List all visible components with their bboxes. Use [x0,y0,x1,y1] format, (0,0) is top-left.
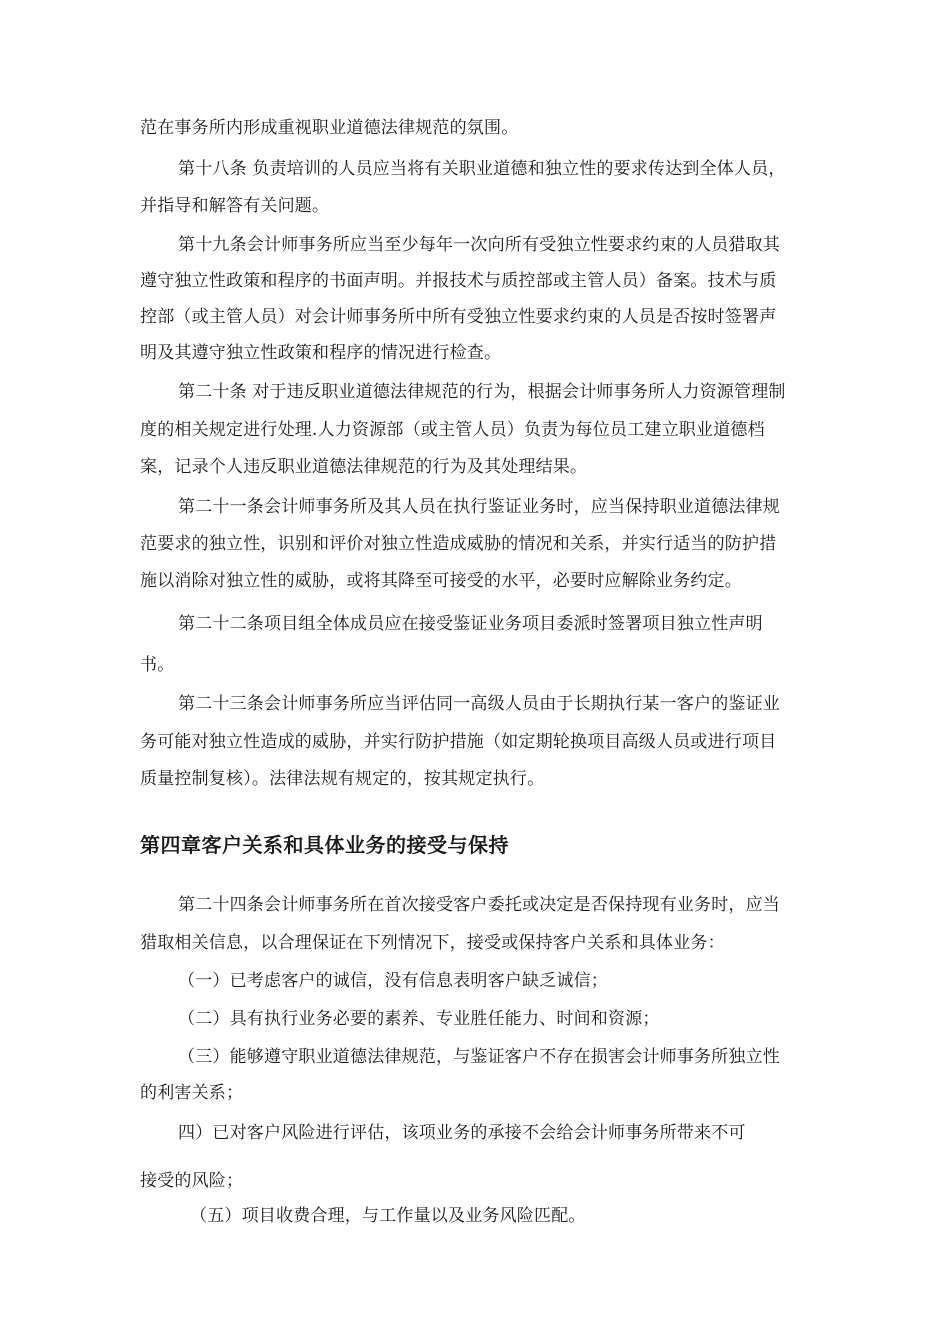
text-line: 第二十条 对于违反职业道德法律规范的行为，根据会计师事务所人力资源管理制 [178,382,786,402]
text-line: 范在事务所内形成重视职业道德法律规范的氛围。 [140,118,519,138]
text-line: 猎取相关信息，以合理保证在下列情况下，接受或保持客户关系和具体业务： [140,933,725,953]
list-item: 四）已对客户风险进行评估，该项业务的承接不会给会计师事务所带来不可 [178,1123,746,1143]
list-item: （五）项目收费合理，与工作量以及业务风险匹配。 [190,1206,586,1226]
text-line: 的利害关系； [140,1083,244,1103]
text-line: 施以消除对独立性的威胁，或将其降至可接受的水平，必要时应解除业务约定。 [140,571,742,591]
text-line: 书。 [140,655,175,675]
text-line: 务可能对独立性造成的威胁，并实行防护措施（如定期轮换项目高级人员或进行项目 [140,732,777,752]
text-line: 遵守独立性政策和程序的书面声明。并报技术与质控部或主管人员）备案。技术与质 [140,271,777,291]
text-line: 并指导和解答有关问题。 [140,196,330,216]
text-line: 第二十三条会计师事务所应当评估同一高级人员由于长期执行某一客户的鉴证业 [178,694,780,714]
text-line: 度的相关规定进行处理.人力资源部（或主管人员）负责为每位员工建立职业道德档 [140,420,765,440]
text-line: 接受的风险； [140,1171,244,1191]
text-line: 质量控制复核）。法律法规有规定的，按其规定执行。 [140,769,545,789]
text-line: 第二十二条项目组全体成员应在接受鉴证业务项目委派时签署项目独立性声明 [178,614,763,634]
list-item: （二）具有执行业务必要的素养、专业胜任能力、时间和资源； [178,1009,660,1029]
text-line: 控部（或主管人员）对会计师事务所中所有受独立性要求约束的人员是否按时签署声 [140,307,777,327]
text-line: 第十九条会计师事务所应当至少每年一次向所有受独立性要求约束的人员猎取其 [178,235,780,255]
text-line: 明及其遵守独立性政策和程序的情况进行检查。 [140,343,502,363]
text-line: 第十八条 负责培训的人员应当将有关职业道德和独立性的要求传达到全体人员， [178,159,786,179]
list-item: （三）能够遵守职业道德法律规范，与鉴证客户不存在损害会计师事务所独立性 [178,1047,780,1067]
list-item: （一）已考虑客户的诚信，没有信息表明客户缺乏诚信； [178,971,608,991]
chapter-heading: 第四章客户关系和具体业务的接受与保持 [140,833,509,857]
text-line: 第二十一条会计师事务所及其人员在执行鉴证业务时，应当保持职业道德法律规 [178,497,780,517]
text-line: 第二十四条会计师事务所在首次接受客户委托或决定是否保持现有业务时，应当 [178,895,780,915]
text-line: 案，记录个人违反职业道德法律规范的行为及其处理结果。 [140,457,588,477]
text-line: 范要求的独立性，识别和评价对独立性造成威胁的情况和关系，并实行适当的防护措 [140,534,777,554]
